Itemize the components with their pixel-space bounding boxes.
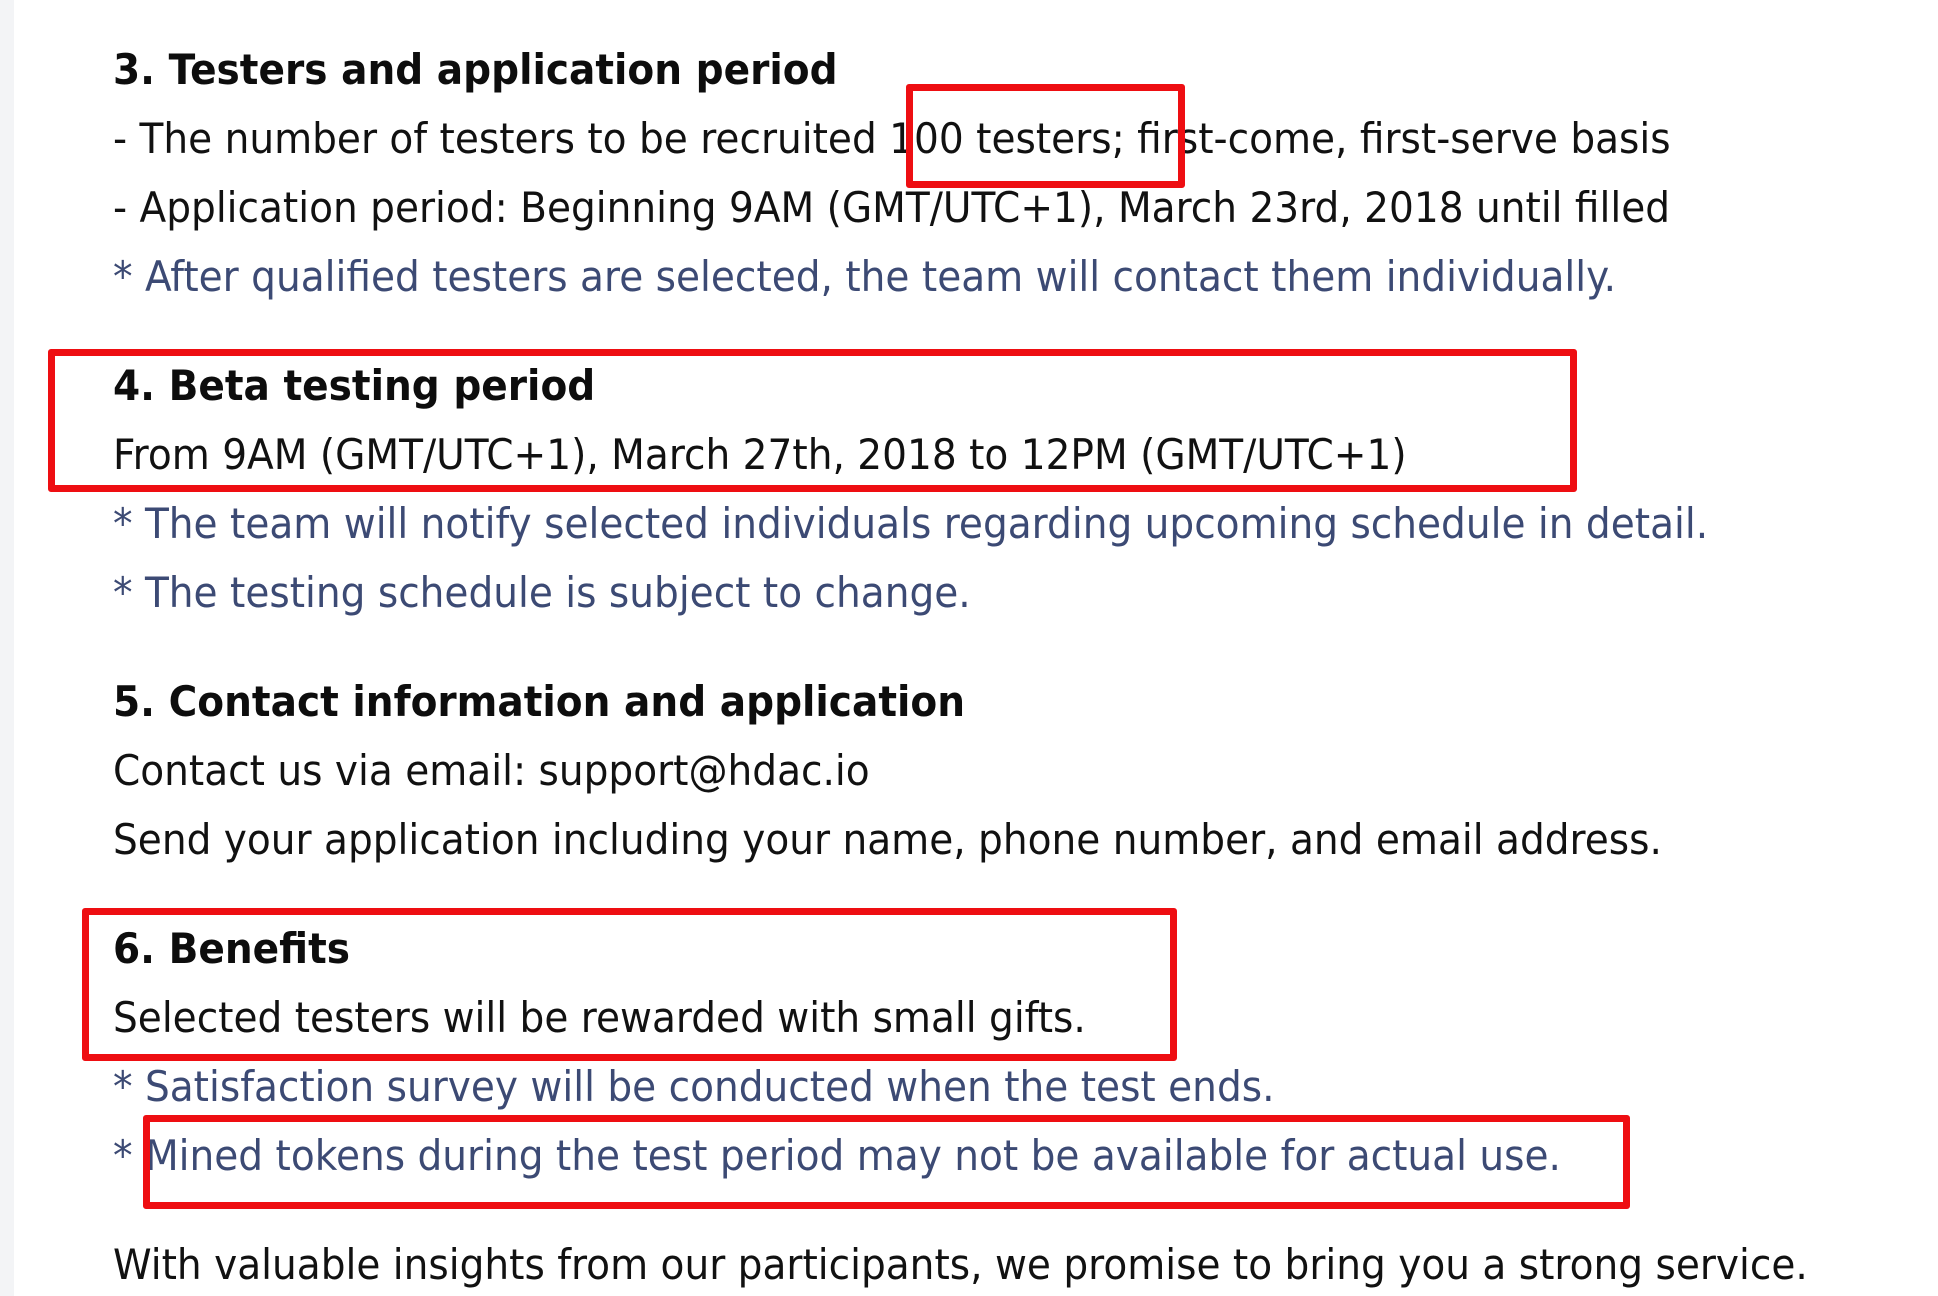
section-4-note-2: * The testing schedule is subject to change.	[113, 568, 971, 617]
section-5-heading: 5. Contact information and application	[113, 677, 966, 726]
section-6-note-survey: * Satisfaction survey will be conducted when the test ends.	[113, 1062, 1275, 1111]
highlight-box-beta-period	[48, 349, 1577, 492]
section-3-line-application-period: - Application period: Beginning 9AM (GMT/UTC+1), March 23rd, 2018 until filled	[113, 183, 1671, 232]
section-4-note-1: * The team will notify selected individuals regarding upcoming schedule in detail.	[113, 499, 1709, 548]
left-margin-strip	[0, 0, 14, 1296]
highlight-box-testers	[906, 84, 1185, 188]
section-4-line-period: From 9AM (GMT/UTC+1), March 27th, 2018 to 12PM (GMT/UTC+1)	[113, 430, 1407, 479]
section-3-heading: 3. Testers and application period	[113, 45, 838, 94]
section-5-line-email: Contact us via email: support@hdac.io	[113, 746, 870, 795]
section-5-line-application: Send your application including your name, phone number, and email address.	[113, 815, 1662, 864]
tokens-note-highlight: Mined tokens during the test period may not be available for actual use.	[144, 1131, 1561, 1180]
section-4-heading: 4. Beta testing period	[113, 361, 596, 410]
testers-count-highlight: 100 testers;	[876, 114, 1125, 163]
closing-statement: With valuable insights from our participants, we promise to bring you a strong service.	[113, 1240, 1808, 1289]
tokens-note-prefix: *	[113, 1131, 145, 1180]
testers-count-prefix: - The number of testers to be recruited	[113, 114, 877, 163]
section-3-line-testers	[113, 111, 1671, 167]
highlight-box-benefits	[82, 908, 1177, 1061]
section-3-note: * After qualified testers are selected, the team will contact them individually.	[113, 252, 1617, 301]
testers-count-suffix: first-come, first-serve basis	[1124, 114, 1671, 163]
document-body	[113, 0, 1938, 1296]
section-6-line-gifts: Selected testers will be rewarded with small gifts.	[113, 993, 1086, 1042]
section-6-heading: 6. Benefits	[113, 924, 351, 973]
highlight-box-mined-tokens	[143, 1115, 1630, 1209]
